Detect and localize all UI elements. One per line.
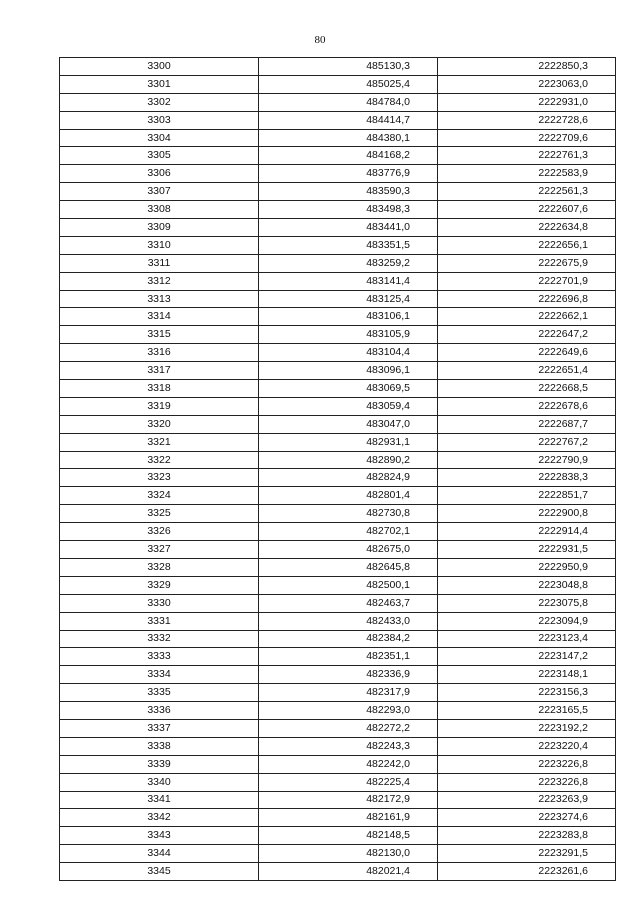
table-row bbox=[60, 576, 616, 594]
point-number-cell: 3325 bbox=[60, 505, 259, 523]
point-number-cell: 3330 bbox=[60, 594, 259, 612]
table-row bbox=[60, 93, 616, 111]
point-number-cell: 3302 bbox=[60, 93, 259, 111]
table-row bbox=[60, 594, 616, 612]
table-row bbox=[60, 505, 616, 523]
point-number-cell: 3321 bbox=[60, 433, 259, 451]
table-row bbox=[60, 809, 616, 827]
table-row bbox=[60, 58, 616, 76]
x-coordinate-cell: 482801,4 bbox=[259, 487, 438, 505]
table-row bbox=[60, 236, 616, 254]
y-coordinate-cell: 2223123,4 bbox=[438, 630, 616, 648]
table-row bbox=[60, 290, 616, 308]
table-row bbox=[60, 469, 616, 487]
y-coordinate-cell: 2223283,8 bbox=[438, 827, 616, 845]
table-row bbox=[60, 863, 616, 881]
point-number-cell: 3317 bbox=[60, 362, 259, 380]
table-row bbox=[60, 523, 616, 541]
point-number-cell: 3305 bbox=[60, 147, 259, 165]
point-number-cell: 3333 bbox=[60, 648, 259, 666]
point-number-cell: 3323 bbox=[60, 469, 259, 487]
x-coordinate-cell: 482317,9 bbox=[259, 684, 438, 702]
point-number-cell: 3345 bbox=[60, 863, 259, 881]
table-row bbox=[60, 380, 616, 398]
y-coordinate-cell: 2222790,9 bbox=[438, 451, 616, 469]
x-coordinate-cell: 483105,9 bbox=[259, 326, 438, 344]
point-number-cell: 3322 bbox=[60, 451, 259, 469]
y-coordinate-cell: 2222649,6 bbox=[438, 344, 616, 362]
point-number-cell: 3315 bbox=[60, 326, 259, 344]
table-row bbox=[60, 737, 616, 755]
point-number-cell: 3311 bbox=[60, 254, 259, 272]
x-coordinate-cell: 482293,0 bbox=[259, 702, 438, 720]
x-coordinate-cell: 482336,9 bbox=[259, 666, 438, 684]
table-row bbox=[60, 129, 616, 147]
y-coordinate-cell: 2222651,4 bbox=[438, 362, 616, 380]
y-coordinate-cell: 2223147,2 bbox=[438, 648, 616, 666]
x-coordinate-cell: 484168,2 bbox=[259, 147, 438, 165]
y-coordinate-cell: 2223165,5 bbox=[438, 702, 616, 720]
table-row bbox=[60, 702, 616, 720]
y-coordinate-cell: 2222607,6 bbox=[438, 201, 616, 219]
table-row bbox=[60, 201, 616, 219]
point-number-cell: 3329 bbox=[60, 576, 259, 594]
y-coordinate-cell: 2222851,7 bbox=[438, 487, 616, 505]
y-coordinate-cell: 2223261,6 bbox=[438, 863, 616, 881]
y-coordinate-cell: 2222838,3 bbox=[438, 469, 616, 487]
table-row bbox=[60, 75, 616, 93]
point-number-cell: 3320 bbox=[60, 415, 259, 433]
y-coordinate-cell: 2223094,9 bbox=[438, 612, 616, 630]
x-coordinate-cell: 485130,3 bbox=[259, 58, 438, 76]
x-coordinate-cell: 482463,7 bbox=[259, 594, 438, 612]
table-row bbox=[60, 541, 616, 559]
x-coordinate-cell: 482243,3 bbox=[259, 737, 438, 755]
table-row bbox=[60, 630, 616, 648]
point-number-cell: 3328 bbox=[60, 558, 259, 576]
x-coordinate-cell: 482890,2 bbox=[259, 451, 438, 469]
x-coordinate-cell: 482148,5 bbox=[259, 827, 438, 845]
table-row bbox=[60, 272, 616, 290]
x-coordinate-cell: 482130,0 bbox=[259, 845, 438, 863]
x-coordinate-cell: 483059,4 bbox=[259, 397, 438, 415]
table-row bbox=[60, 648, 616, 666]
x-coordinate-cell: 482824,9 bbox=[259, 469, 438, 487]
y-coordinate-cell: 2223075,8 bbox=[438, 594, 616, 612]
table-row bbox=[60, 165, 616, 183]
y-coordinate-cell: 2222728,6 bbox=[438, 111, 616, 129]
y-coordinate-cell: 2222767,2 bbox=[438, 433, 616, 451]
x-coordinate-cell: 483069,5 bbox=[259, 380, 438, 398]
point-number-cell: 3341 bbox=[60, 791, 259, 809]
x-coordinate-cell: 483125,4 bbox=[259, 290, 438, 308]
y-coordinate-cell: 2222761,3 bbox=[438, 147, 616, 165]
table-row bbox=[60, 845, 616, 863]
point-number-cell: 3331 bbox=[60, 612, 259, 630]
y-coordinate-cell: 2222668,5 bbox=[438, 380, 616, 398]
y-coordinate-cell: 2222900,8 bbox=[438, 505, 616, 523]
y-coordinate-cell: 2223148,1 bbox=[438, 666, 616, 684]
x-coordinate-cell: 483441,0 bbox=[259, 219, 438, 237]
x-coordinate-cell: 482433,0 bbox=[259, 612, 438, 630]
x-coordinate-cell: 483259,2 bbox=[259, 254, 438, 272]
table-row bbox=[60, 362, 616, 380]
y-coordinate-cell: 2223226,8 bbox=[438, 755, 616, 773]
y-coordinate-cell: 2222583,9 bbox=[438, 165, 616, 183]
x-coordinate-cell: 484380,1 bbox=[259, 129, 438, 147]
x-coordinate-cell: 482351,1 bbox=[259, 648, 438, 666]
table-row bbox=[60, 344, 616, 362]
table-row bbox=[60, 326, 616, 344]
page-number: 80 bbox=[314, 34, 326, 46]
y-coordinate-cell: 2222656,1 bbox=[438, 236, 616, 254]
x-coordinate-cell: 482675,0 bbox=[259, 541, 438, 559]
table-row bbox=[60, 827, 616, 845]
y-coordinate-cell: 2223220,4 bbox=[438, 737, 616, 755]
table-row bbox=[60, 219, 616, 237]
y-coordinate-cell: 2222678,6 bbox=[438, 397, 616, 415]
point-number-cell: 3326 bbox=[60, 523, 259, 541]
y-coordinate-cell: 2222675,9 bbox=[438, 254, 616, 272]
x-coordinate-cell: 483351,5 bbox=[259, 236, 438, 254]
y-coordinate-cell: 2223263,9 bbox=[438, 791, 616, 809]
y-coordinate-cell: 2223274,6 bbox=[438, 809, 616, 827]
point-number-cell: 3313 bbox=[60, 290, 259, 308]
point-number-cell: 3332 bbox=[60, 630, 259, 648]
table-row bbox=[60, 451, 616, 469]
table-row bbox=[60, 183, 616, 201]
y-coordinate-cell: 2222634,8 bbox=[438, 219, 616, 237]
x-coordinate-cell: 482730,8 bbox=[259, 505, 438, 523]
point-number-cell: 3306 bbox=[60, 165, 259, 183]
x-coordinate-cell: 482172,9 bbox=[259, 791, 438, 809]
point-number-cell: 3327 bbox=[60, 541, 259, 559]
y-coordinate-cell: 2223063,0 bbox=[438, 75, 616, 93]
point-number-cell: 3324 bbox=[60, 487, 259, 505]
table-row bbox=[60, 111, 616, 129]
x-coordinate-cell: 483141,4 bbox=[259, 272, 438, 290]
y-coordinate-cell: 2222687,7 bbox=[438, 415, 616, 433]
y-coordinate-cell: 2222696,8 bbox=[438, 290, 616, 308]
y-coordinate-cell: 2222850,3 bbox=[438, 58, 616, 76]
x-coordinate-cell: 483106,1 bbox=[259, 308, 438, 326]
point-number-cell: 3343 bbox=[60, 827, 259, 845]
y-coordinate-cell: 2222931,5 bbox=[438, 541, 616, 559]
x-coordinate-cell: 484784,0 bbox=[259, 93, 438, 111]
coordinates-table bbox=[59, 57, 616, 881]
x-coordinate-cell: 485025,4 bbox=[259, 75, 438, 93]
y-coordinate-cell: 2223291,5 bbox=[438, 845, 616, 863]
y-coordinate-cell: 2223226,8 bbox=[438, 773, 616, 791]
x-coordinate-cell: 482225,4 bbox=[259, 773, 438, 791]
point-number-cell: 3336 bbox=[60, 702, 259, 720]
x-coordinate-cell: 483590,3 bbox=[259, 183, 438, 201]
table-row bbox=[60, 415, 616, 433]
table-row bbox=[60, 397, 616, 415]
y-coordinate-cell: 2223156,3 bbox=[438, 684, 616, 702]
table-row bbox=[60, 487, 616, 505]
y-coordinate-cell: 2222950,9 bbox=[438, 558, 616, 576]
table-row bbox=[60, 433, 616, 451]
point-number-cell: 3314 bbox=[60, 308, 259, 326]
x-coordinate-cell: 482272,2 bbox=[259, 719, 438, 737]
table-row bbox=[60, 666, 616, 684]
point-number-cell: 3316 bbox=[60, 344, 259, 362]
table-row bbox=[60, 147, 616, 165]
x-coordinate-cell: 483498,3 bbox=[259, 201, 438, 219]
x-coordinate-cell: 483104,4 bbox=[259, 344, 438, 362]
point-number-cell: 3304 bbox=[60, 129, 259, 147]
y-coordinate-cell: 2222931,0 bbox=[438, 93, 616, 111]
point-number-cell: 3335 bbox=[60, 684, 259, 702]
x-coordinate-cell: 482161,9 bbox=[259, 809, 438, 827]
y-coordinate-cell: 2222662,1 bbox=[438, 308, 616, 326]
table-row bbox=[60, 755, 616, 773]
y-coordinate-cell: 2222701,9 bbox=[438, 272, 616, 290]
point-number-cell: 3337 bbox=[60, 719, 259, 737]
coordinates-table-body bbox=[60, 58, 616, 881]
x-coordinate-cell: 483047,0 bbox=[259, 415, 438, 433]
point-number-cell: 3309 bbox=[60, 219, 259, 237]
y-coordinate-cell: 2223192,2 bbox=[438, 719, 616, 737]
point-number-cell: 3312 bbox=[60, 272, 259, 290]
point-number-cell: 3344 bbox=[60, 845, 259, 863]
x-coordinate-cell: 483096,1 bbox=[259, 362, 438, 380]
point-number-cell: 3319 bbox=[60, 397, 259, 415]
point-number-cell: 3310 bbox=[60, 236, 259, 254]
x-coordinate-cell: 482242,0 bbox=[259, 755, 438, 773]
point-number-cell: 3301 bbox=[60, 75, 259, 93]
point-number-cell: 3342 bbox=[60, 809, 259, 827]
x-coordinate-cell: 482702,1 bbox=[259, 523, 438, 541]
table-row bbox=[60, 791, 616, 809]
point-number-cell: 3300 bbox=[60, 58, 259, 76]
table-row bbox=[60, 612, 616, 630]
point-number-cell: 3334 bbox=[60, 666, 259, 684]
y-coordinate-cell: 2222561,3 bbox=[438, 183, 616, 201]
table-row bbox=[60, 254, 616, 272]
x-coordinate-cell: 483776,9 bbox=[259, 165, 438, 183]
point-number-cell: 3318 bbox=[60, 380, 259, 398]
x-coordinate-cell: 484414,7 bbox=[259, 111, 438, 129]
x-coordinate-cell: 482931,1 bbox=[259, 433, 438, 451]
point-number-cell: 3339 bbox=[60, 755, 259, 773]
table-row bbox=[60, 684, 616, 702]
y-coordinate-cell: 2222647,2 bbox=[438, 326, 616, 344]
point-number-cell: 3303 bbox=[60, 111, 259, 129]
x-coordinate-cell: 482384,2 bbox=[259, 630, 438, 648]
y-coordinate-cell: 2222914,4 bbox=[438, 523, 616, 541]
y-coordinate-cell: 2223048,8 bbox=[438, 576, 616, 594]
table-row bbox=[60, 719, 616, 737]
point-number-cell: 3338 bbox=[60, 737, 259, 755]
table-row bbox=[60, 558, 616, 576]
table-row bbox=[60, 308, 616, 326]
x-coordinate-cell: 482021,4 bbox=[259, 863, 438, 881]
x-coordinate-cell: 482645,8 bbox=[259, 558, 438, 576]
x-coordinate-cell: 482500,1 bbox=[259, 576, 438, 594]
table-row bbox=[60, 773, 616, 791]
point-number-cell: 3307 bbox=[60, 183, 259, 201]
point-number-cell: 3340 bbox=[60, 773, 259, 791]
point-number-cell: 3308 bbox=[60, 201, 259, 219]
y-coordinate-cell: 2222709,6 bbox=[438, 129, 616, 147]
